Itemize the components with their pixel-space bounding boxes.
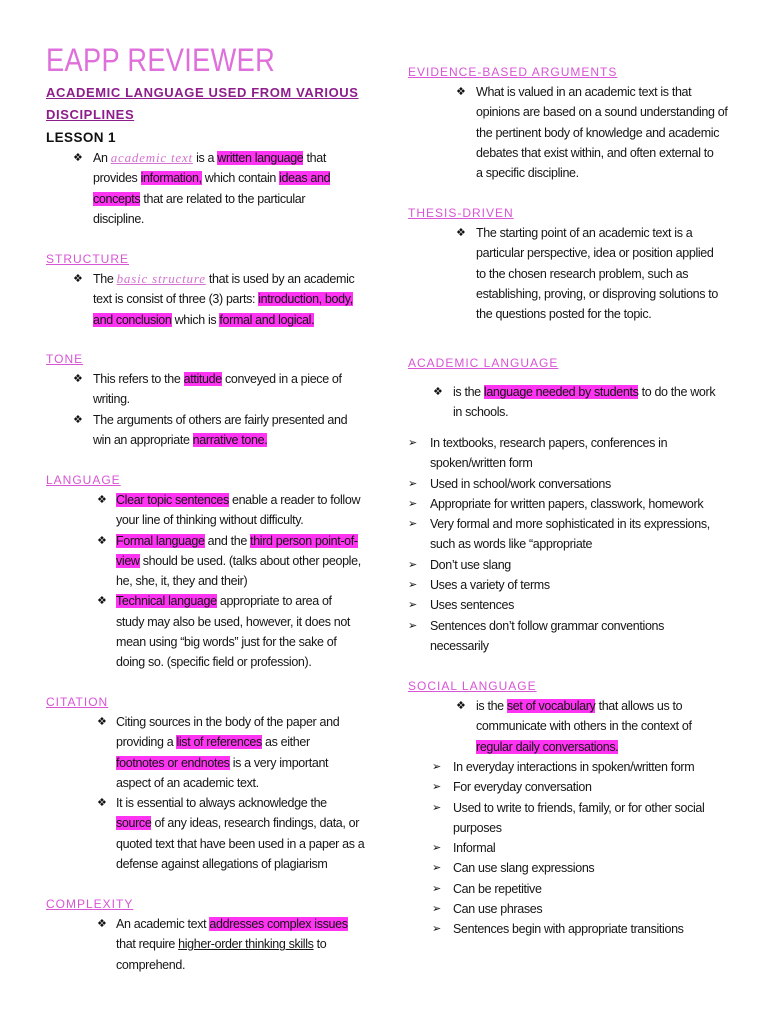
- highlighted-term: Formal language: [116, 533, 205, 548]
- list-item-text: Don’t use slang: [430, 557, 511, 572]
- bullet-item: [73, 148, 330, 229]
- structure-list: [73, 269, 354, 330]
- arrowhead-bullet-icon: [432, 919, 453, 939]
- highlighted-term: regular daily conversations.: [476, 739, 619, 754]
- text-run: that is used by an academic text is consist of three (3) parts:: [93, 272, 355, 307]
- arrowhead-bullet-icon: [432, 858, 453, 878]
- section-heading-citation: CITATION: [46, 695, 109, 709]
- intro-list: [73, 148, 330, 229]
- bullet-item: [73, 410, 347, 451]
- bullet-item: [456, 696, 692, 757]
- language-list: [97, 490, 361, 673]
- text-run: The: [93, 272, 117, 286]
- text-run: that require: [116, 937, 176, 952]
- text-run: which is: [171, 312, 220, 327]
- text-run: is a very important aspect of an academic text.: [116, 755, 329, 790]
- list-item-text: Very formal and more sophisticated in its expressions, such as words like “appropriate: [430, 517, 710, 552]
- list-item-text: In textbooks, research papers, conferences in spoken/written form: [430, 436, 668, 471]
- highlighted-term: addresses complex issues: [209, 917, 348, 931]
- section-heading-language: LANGUAGE: [46, 473, 121, 487]
- text-run: is the: [453, 385, 484, 399]
- section-heading-complexity: COMPLEXITY: [46, 897, 134, 911]
- arrowhead-bullet-icon: [408, 433, 430, 453]
- document-subtitle: ACADEMIC LANGUAGE USED FROM VARIOUS DISCIPLINES: [46, 85, 359, 122]
- list-item-text: Sentences don’t follow grammar conventions necessarily: [430, 618, 665, 653]
- bullet-item: [456, 223, 718, 324]
- underlined-term: higher-order thinking skills: [178, 937, 314, 952]
- arrow-list-item: [408, 555, 710, 575]
- diamond-bullet-icon: [456, 223, 476, 243]
- text-run: to comprehend.: [116, 937, 327, 972]
- bullet-text: [93, 148, 330, 229]
- arrowhead-bullet-icon: [408, 555, 430, 575]
- text-run: is the: [476, 699, 507, 713]
- list-item-text: Sentences begin with appropriate transitions: [453, 922, 684, 937]
- bullet-text: [116, 712, 339, 793]
- arrow-list-item: [432, 838, 704, 858]
- key-term: academic text: [110, 150, 193, 165]
- bullet-text: [476, 696, 692, 757]
- bullet-item: [456, 82, 727, 183]
- arrow-list-item: [408, 575, 710, 595]
- highlighted-term: information,: [140, 171, 202, 186]
- academic-language-traits: [408, 433, 710, 656]
- arrowhead-bullet-icon: [408, 514, 430, 534]
- bullet-item: [97, 712, 364, 793]
- bullet-text: [116, 490, 360, 531]
- arrowhead-bullet-icon: [408, 494, 430, 514]
- bullet-text: [453, 382, 715, 423]
- diamond-bullet-icon: [97, 531, 116, 551]
- bullet-item: [97, 531, 361, 592]
- list-item-text: Appropriate for written papers, classwork, homework: [430, 496, 704, 511]
- text-run: appropriate to area of study may also be used, however, it does not mean using “big words” just for the sake of doing so. (specific field or profession).: [116, 594, 351, 670]
- text-run: An academic text: [116, 917, 210, 931]
- text-run: that allows us to communicate with others in the context of: [476, 699, 692, 734]
- text-run: This refers to the: [93, 372, 184, 386]
- arrowhead-bullet-icon: [432, 899, 453, 919]
- arrowhead-bullet-icon: [432, 879, 453, 899]
- citation-list: [97, 712, 364, 874]
- arrow-list-item: [432, 899, 704, 919]
- arrow-list-item: [408, 595, 710, 615]
- tone-list: [73, 369, 347, 450]
- bullet-text: [476, 223, 718, 324]
- diamond-bullet-icon: [456, 82, 476, 102]
- text-run: to do the work in schools.: [453, 385, 716, 420]
- bullet-item: [97, 490, 361, 531]
- diamond-bullet-icon: [456, 696, 476, 716]
- lesson-label: LESSON 1: [46, 130, 116, 145]
- text-run: should be used. (talks about other people, he, she, it, they and their): [116, 553, 361, 589]
- arrowhead-bullet-icon: [432, 757, 453, 777]
- diamond-bullet-icon: [73, 148, 93, 168]
- bullet-text: [116, 591, 350, 672]
- social-language-traits: [432, 757, 704, 940]
- bullet-text: [116, 914, 348, 975]
- bullet-text: [93, 269, 354, 330]
- list-item-text: Can be repetitive: [453, 881, 542, 896]
- text-run: that are related to the particular discipline.: [93, 191, 306, 226]
- diamond-bullet-icon: [97, 712, 116, 732]
- diamond-bullet-icon: [433, 382, 453, 402]
- highlighted-term: written language: [217, 151, 304, 165]
- diamond-bullet-icon: [73, 369, 93, 389]
- arrow-list-item: [408, 494, 710, 514]
- social-language-definition: [456, 696, 692, 757]
- arrowhead-bullet-icon: [408, 474, 430, 494]
- section-heading-social-language: SOCIAL LANGUAGE: [408, 679, 537, 693]
- highlighted-term: set of vocabulary: [506, 699, 596, 713]
- text-run: enable a reader to follow your line of thinking without difficulty.: [116, 493, 361, 528]
- bullet-item: [97, 591, 361, 672]
- highlighted-term: Clear topic sentences: [116, 493, 229, 507]
- arrowhead-bullet-icon: [408, 595, 430, 615]
- section-heading-academic-language: ACADEMIC LANGUAGE: [408, 356, 559, 370]
- highlighted-term: Technical language: [116, 594, 217, 609]
- diamond-bullet-icon: [97, 793, 116, 813]
- document-title: EAPP REVIEWER: [46, 42, 276, 78]
- section-heading-tone: TONE: [46, 352, 84, 366]
- bullet-item: [97, 793, 364, 874]
- highlighted-term: source: [116, 816, 152, 831]
- section-heading-thesis-driven: THESIS-DRIVEN: [408, 206, 514, 220]
- list-item-text: Uses sentences: [430, 598, 515, 613]
- arrowhead-bullet-icon: [408, 575, 430, 595]
- bullet-text: [116, 531, 361, 592]
- arrow-list-item: [408, 616, 710, 657]
- text-run: What is valued in an academic text is that opinions are based on a sound understanding of the pertinent body of knowledge and academic debates that exist within, and often external to a specific discipline.: [476, 85, 728, 181]
- arrow-list-item: [432, 858, 704, 878]
- arrow-list-item: [432, 919, 704, 939]
- list-item-text: Uses a variety of terms: [430, 578, 550, 593]
- text-run: as either: [264, 735, 310, 750]
- bullet-item: [97, 914, 348, 975]
- arrow-list-item: [408, 514, 710, 555]
- text-run: It is essential to always acknowledge the: [116, 796, 327, 811]
- highlighted-term: formal and logical.: [219, 312, 315, 327]
- arrow-list-item: [408, 474, 710, 494]
- highlighted-term: narrative tone.: [192, 432, 268, 447]
- text-run: is a: [192, 151, 218, 165]
- highlighted-term: footnotes or endnotes: [116, 755, 230, 770]
- text-run: that provides: [93, 151, 326, 186]
- arrowhead-bullet-icon: [432, 798, 453, 818]
- text-run: of any ideas, research findings, data, or quoted text that have been used in a paper as a defense against allegations of plagiarism: [116, 816, 365, 872]
- text-run: The arguments of others are fairly presented and win an appropriate: [93, 412, 348, 447]
- arrowhead-bullet-icon: [432, 838, 453, 858]
- arrow-list-item: [408, 433, 710, 474]
- bullet-item: [73, 369, 347, 410]
- list-item-text: Informal: [453, 841, 496, 856]
- section-heading-structure: STRUCTURE: [46, 252, 129, 266]
- complexity-list: [97, 914, 348, 975]
- bullet-text: [116, 793, 364, 874]
- academic-language-definition: [433, 382, 715, 423]
- text-run: An: [93, 151, 111, 165]
- diamond-bullet-icon: [97, 591, 116, 611]
- bullet-item: [433, 382, 715, 423]
- text-run: which contain: [201, 171, 280, 186]
- arrow-list-item: [432, 798, 704, 839]
- highlighted-term: list of references: [176, 735, 262, 750]
- list-item-text: Used to write to friends, family, or for other social purposes: [453, 800, 705, 835]
- list-item-text: For everyday conversation: [453, 780, 592, 795]
- bullet-text: [93, 410, 347, 451]
- text-run: The starting point of an academic text is a particular perspective, idea or position applied to the chosen research problem, such as establishing, proving, or disproving solutions to the questions posted for the topic.: [476, 226, 719, 322]
- list-item-text: In everyday interactions in spoken/written form: [453, 760, 695, 774]
- text-run: conveyed in a piece of writing.: [93, 372, 342, 407]
- highlighted-term: introduction, body, and conclusion: [93, 292, 353, 327]
- list-item-text: Can use slang expressions: [453, 861, 595, 876]
- text-run: and the: [204, 533, 251, 548]
- evidence-list: [456, 82, 727, 183]
- highlighted-term: ideas and concepts: [93, 171, 331, 206]
- key-term: basic structure: [116, 271, 206, 286]
- diamond-bullet-icon: [97, 914, 116, 934]
- bullet-text: [476, 82, 727, 183]
- arrow-list-item: [432, 879, 704, 899]
- highlighted-term: attitude: [183, 372, 222, 386]
- arrowhead-bullet-icon: [432, 777, 453, 797]
- bullet-text: [93, 369, 342, 410]
- arrow-list-item: [432, 777, 704, 797]
- highlighted-term: language needed by students: [483, 385, 639, 399]
- arrowhead-bullet-icon: [408, 616, 430, 636]
- text-run: Citing sources in the body of the paper and providing a: [116, 715, 340, 750]
- section-heading-evidence-based-arguments: EVIDENCE-BASED ARGUMENTS: [408, 65, 618, 79]
- diamond-bullet-icon: [73, 410, 93, 430]
- list-item-text: Can use phrases: [453, 902, 543, 917]
- bullet-item: [73, 269, 354, 330]
- highlighted-term: third person point-of- view: [116, 533, 358, 568]
- thesis-list: [456, 223, 718, 324]
- arrow-list-item: [432, 757, 704, 777]
- diamond-bullet-icon: [73, 269, 93, 289]
- diamond-bullet-icon: [97, 490, 116, 510]
- list-item-text: Used in school/work conversations: [430, 476, 611, 491]
